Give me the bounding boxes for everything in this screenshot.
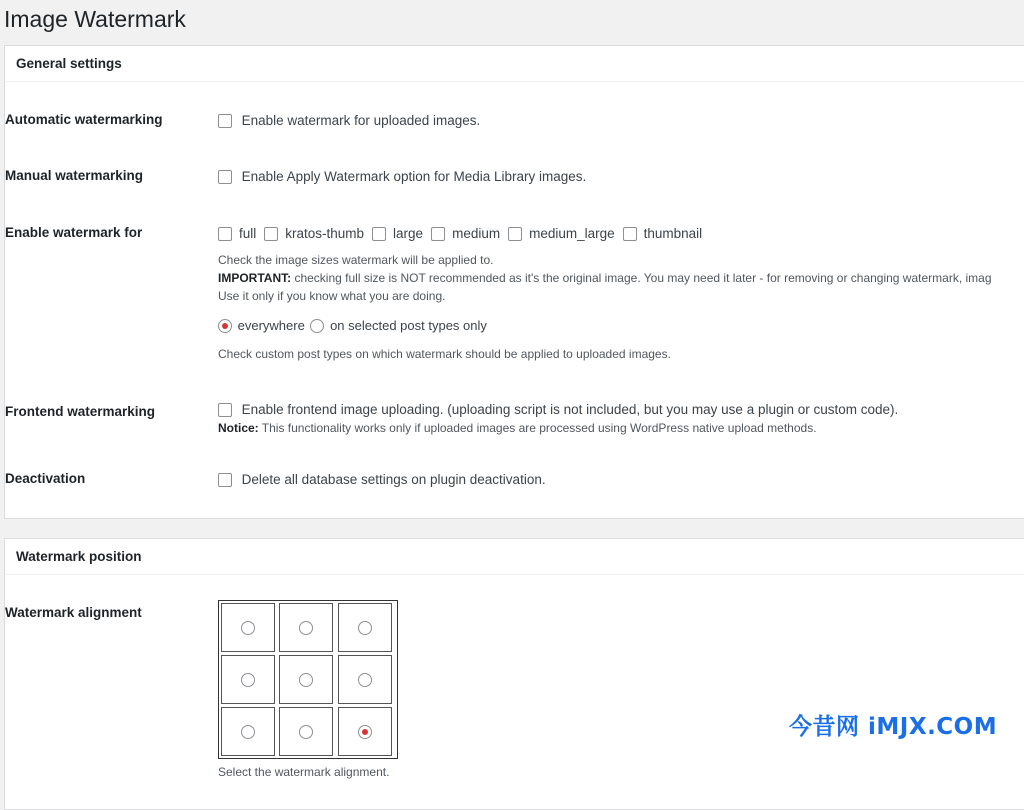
post-type-radio-group bbox=[218, 317, 487, 333]
manual-watermarking-checkbox[interactable] bbox=[218, 170, 232, 184]
manual-watermarking-label: Manual watermarking bbox=[5, 168, 144, 183]
frontend-watermarking-checkbox[interactable] bbox=[218, 403, 232, 417]
size-checkbox[interactable] bbox=[372, 227, 386, 241]
notice-label: Notice: bbox=[218, 421, 259, 435]
image-sizes-list bbox=[218, 225, 710, 241]
align-radio[interactable] bbox=[358, 673, 372, 687]
automatic-watermarking-checkbox[interactable] bbox=[218, 114, 232, 128]
align-middle-left[interactable] bbox=[221, 655, 275, 704]
site-watermark-logo: 今昔网 iMJX.COM bbox=[789, 714, 998, 740]
frontend-notice bbox=[218, 419, 817, 437]
size-option-thumbnail[interactable] bbox=[623, 225, 703, 241]
radio-everywhere[interactable] bbox=[218, 319, 232, 333]
watermark-alignment-label: Watermark alignment bbox=[5, 605, 142, 620]
important-text: checking full size is NOT recommended as it's the original image. You may need it later - for removing or changing watermark, imag bbox=[291, 271, 992, 285]
automatic-watermarking-label: Automatic watermarking bbox=[5, 112, 163, 127]
radio-selected-post-types[interactable] bbox=[310, 319, 324, 333]
enable-watermark-for-label: Enable watermark for bbox=[5, 225, 143, 240]
deactivation-checkbox[interactable] bbox=[218, 473, 232, 487]
size-option-medium-large[interactable] bbox=[508, 225, 615, 241]
size-label: thumbnail bbox=[643, 226, 703, 242]
align-bottom-left[interactable] bbox=[221, 707, 275, 756]
use-caution-text: Use it only if you know what you are doing. bbox=[218, 289, 446, 303]
sizes-description: Check the image sizes watermark will be applied to. bbox=[218, 253, 494, 267]
size-option-large[interactable] bbox=[372, 225, 423, 241]
frontend-watermarking-label: Frontend watermarking bbox=[5, 404, 156, 419]
size-checkbox[interactable] bbox=[508, 227, 522, 241]
align-middle-right[interactable] bbox=[338, 655, 392, 704]
post-types-description: Check custom post types on which watermark should be applied to uploaded images. bbox=[218, 347, 671, 361]
deactivation-label: Deactivation bbox=[5, 471, 86, 486]
align-radio[interactable] bbox=[358, 725, 372, 739]
deactivation-text: Delete all database settings on plugin deactivation. bbox=[241, 472, 546, 488]
align-radio[interactable] bbox=[299, 621, 313, 635]
size-checkbox[interactable] bbox=[431, 227, 445, 241]
size-label: kratos-thumb bbox=[285, 226, 365, 242]
align-bottom-center[interactable] bbox=[279, 707, 333, 756]
align-top-center[interactable] bbox=[279, 603, 333, 652]
alignment-grid bbox=[218, 600, 398, 759]
size-checkbox[interactable] bbox=[264, 227, 278, 241]
watermark-position-box bbox=[4, 538, 1024, 810]
general-settings-box bbox=[4, 45, 1024, 519]
radio-selected-post-types-label: on selected post types only bbox=[330, 318, 487, 334]
automatic-watermarking-text: Enable watermark for uploaded images. bbox=[241, 113, 481, 129]
general-settings-heading: General settings bbox=[5, 46, 1024, 82]
page-title: Image Watermark bbox=[4, 6, 186, 32]
size-checkbox[interactable] bbox=[218, 227, 232, 241]
manual-watermarking-text: Enable Apply Watermark option for Media Library images. bbox=[241, 169, 587, 185]
size-label: full bbox=[239, 226, 257, 242]
size-option-full[interactable] bbox=[218, 225, 256, 241]
size-label: medium bbox=[452, 226, 501, 242]
watermark-position-heading: Watermark position bbox=[5, 539, 1024, 575]
size-option-medium[interactable] bbox=[431, 225, 500, 241]
size-checkbox[interactable] bbox=[623, 227, 637, 241]
align-radio[interactable] bbox=[299, 725, 313, 739]
frontend-watermarking-text: Enable frontend image uploading. (uploading script is not included, but you may use a plugin or custom code). bbox=[241, 402, 899, 418]
size-label: large bbox=[393, 226, 424, 242]
notice-text: This functionality works only if uploaded images are processed using WordPress native upload methods. bbox=[258, 421, 817, 435]
align-radio[interactable] bbox=[241, 621, 255, 635]
align-radio[interactable] bbox=[241, 725, 255, 739]
radio-everywhere-label: everywhere bbox=[237, 318, 305, 334]
size-label: medium_large bbox=[529, 226, 615, 242]
size-option-kratos-thumb[interactable] bbox=[264, 225, 364, 241]
alignment-description: Select the watermark alignment. bbox=[218, 765, 390, 779]
align-radio[interactable] bbox=[358, 621, 372, 635]
important-label: IMPORTANT: bbox=[218, 271, 292, 285]
align-middle-center[interactable] bbox=[279, 655, 333, 704]
align-radio[interactable] bbox=[299, 673, 313, 687]
align-top-right[interactable] bbox=[338, 603, 392, 652]
align-top-left[interactable] bbox=[221, 603, 275, 652]
align-radio[interactable] bbox=[241, 673, 255, 687]
align-bottom-right[interactable] bbox=[338, 707, 392, 756]
important-notice bbox=[218, 269, 992, 287]
